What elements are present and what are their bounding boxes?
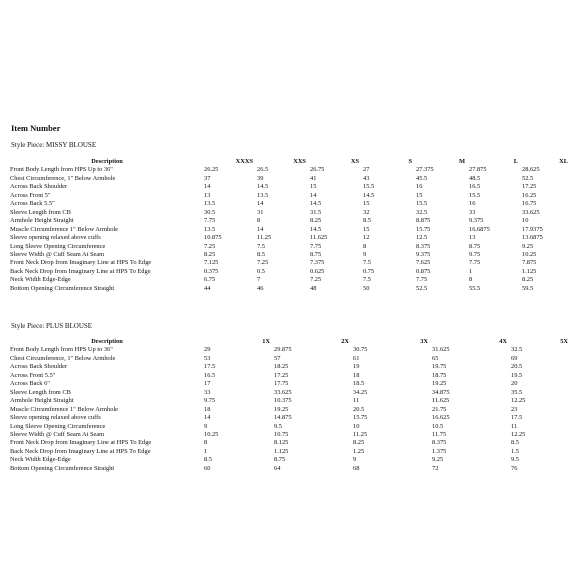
measurement-label: Armhole Height Straight: [10, 397, 74, 405]
measurement-value: 26.5: [257, 166, 269, 174]
measurement-value: 0.375: [204, 267, 219, 275]
measurement-value: 31: [257, 208, 264, 216]
measurement-value: 13.5: [204, 200, 216, 208]
measurement-value: 32.5: [416, 208, 428, 216]
measurement-value: 17.9375: [522, 225, 543, 233]
measurement-value: 34.875: [432, 388, 450, 396]
table-row: [10, 234, 568, 242]
plus-size-header: 3X: [420, 338, 428, 345]
measurement-value: 11.25: [353, 430, 368, 438]
measurement-value: 10: [522, 217, 529, 225]
measurement-value: 33.625: [522, 208, 540, 216]
table-row: [10, 389, 568, 397]
table-row: [10, 217, 568, 225]
measurement-value: 17.75: [274, 380, 289, 388]
measurement-value: 32: [363, 208, 370, 216]
table-row: [10, 448, 568, 456]
measurement-value: 27.875: [469, 166, 487, 174]
measurement-value: 50: [363, 284, 370, 292]
measurement-value: 19.25: [274, 405, 289, 413]
measurement-value: 69: [511, 354, 518, 362]
table-row: [10, 183, 568, 191]
measurement-value: 18.75: [432, 371, 447, 379]
missy-size-header: XXXS: [235, 158, 253, 165]
measurement-value: 15.75: [353, 414, 368, 422]
measurement-value: 33.625: [274, 388, 292, 396]
measurement-value: 39: [257, 174, 264, 182]
measurement-value: 19: [353, 363, 360, 371]
measurement-value: 37: [204, 174, 211, 182]
measurement-value: 7.5: [257, 242, 265, 250]
measurement-value: 14.5: [257, 183, 269, 191]
table-row: [10, 423, 568, 431]
measurement-value: 14.875: [274, 414, 292, 422]
measurement-label: Front Neck Drop from Imaginary Line at HPS To Edge: [10, 259, 152, 267]
measurement-value: 7.75: [204, 217, 216, 225]
measurement-label: Sleeve opening relaxed above cuffs: [10, 234, 101, 242]
measurement-value: 72: [432, 464, 439, 472]
measurement-value: 16.5: [204, 371, 216, 379]
measurement-value: 26.75: [310, 166, 325, 174]
measurement-value: 6.75: [204, 276, 216, 284]
missy-size-header: S: [408, 158, 412, 165]
measurement-value: 17.25: [274, 371, 289, 379]
measurement-value: 12.5: [416, 234, 428, 242]
measurement-value: 9: [353, 456, 357, 464]
measurement-value: 1: [204, 447, 208, 455]
measurement-value: 46: [257, 284, 264, 292]
measurement-value: 1.25: [353, 447, 365, 455]
measurement-value: 9.375: [416, 250, 431, 258]
measurement-value: 18.5: [353, 380, 365, 388]
measurement-value: 13.6875: [522, 234, 543, 242]
table-row: [10, 406, 568, 414]
measurement-value: 1.375: [432, 447, 447, 455]
measurement-value: 14.5: [363, 191, 375, 199]
measurement-value: 27: [363, 166, 370, 174]
measurement-value: 1: [469, 267, 473, 275]
measurement-value: 12: [363, 234, 370, 242]
measurement-value: 8.5: [204, 456, 212, 464]
measurement-value: 1.5: [511, 447, 519, 455]
table-row: [10, 363, 568, 371]
measurement-value: 1.125: [522, 267, 537, 275]
measurement-value: 10.875: [204, 234, 222, 242]
measurement-value: 15: [363, 200, 370, 208]
table-row: [10, 259, 568, 267]
measurement-value: 14.5: [310, 225, 322, 233]
measurement-value: 30.5: [204, 208, 216, 216]
measurement-value: 14: [257, 225, 264, 233]
table-row: [10, 276, 568, 284]
plus-description-header: Description: [91, 338, 123, 345]
measurement-value: 7.5: [363, 259, 371, 267]
measurement-value: 8: [363, 242, 367, 250]
measurement-value: 65: [432, 354, 439, 362]
table-row: [10, 431, 568, 439]
measurement-value: 8.375: [416, 242, 431, 250]
measurement-value: 53: [204, 354, 211, 362]
measurement-value: 18: [204, 405, 211, 413]
measurement-value: 8.5: [363, 217, 371, 225]
missy-size-header: M: [458, 158, 465, 165]
measurement-value: 11.625: [310, 234, 328, 242]
measurement-value: 14: [204, 414, 211, 422]
measurement-value: 15: [310, 183, 317, 191]
measurement-value: 8.25: [204, 250, 216, 258]
table-row: [10, 355, 568, 363]
measurement-value: 31.625: [432, 346, 450, 354]
measurement-value: 8.25: [310, 217, 322, 225]
measurement-label: Sleeve opening relaxed above cuffs: [10, 414, 101, 422]
measurement-value: 20.5: [353, 405, 365, 413]
measurement-value: 8.5: [257, 250, 265, 258]
measurement-value: 76: [511, 464, 518, 472]
measurement-value: 0.5: [257, 267, 265, 275]
table-row: [10, 251, 568, 259]
measurement-value: 34.25: [353, 388, 368, 396]
measurement-value: 16.75: [522, 200, 537, 208]
measurement-value: 7.75: [469, 259, 481, 267]
measurement-value: 8.125: [274, 439, 289, 447]
measurement-value: 10.75: [274, 430, 289, 438]
table-row: [10, 175, 568, 183]
measurement-value: 9.75: [469, 250, 481, 258]
measurement-value: 15.5: [469, 191, 481, 199]
measurement-value: 13.5: [257, 191, 269, 199]
measurement-value: 8: [204, 439, 208, 447]
measurement-label: Sleeve Width @ Cuff Seam At Seam: [10, 250, 105, 258]
measurement-value: 0.625: [310, 267, 325, 275]
measurement-value: 8: [469, 276, 473, 284]
measurement-value: 17.25: [522, 183, 537, 191]
measurement-value: 43: [363, 174, 370, 182]
measurement-value: 15: [416, 191, 423, 199]
measurement-value: 7.875: [522, 259, 537, 267]
measurement-value: 19.75: [432, 363, 447, 371]
plus-size-header: 4X: [499, 338, 507, 345]
measurement-value: 9: [204, 422, 208, 430]
measurement-value: 10.25: [522, 250, 537, 258]
measurement-value: 8.75: [469, 242, 481, 250]
missy-size-header: XXS: [293, 158, 306, 165]
plus-table-body: [10, 346, 568, 473]
plus-size-header: 5X: [560, 338, 568, 345]
measurement-value: 17: [204, 380, 211, 388]
measurement-value: 11.75: [432, 430, 447, 438]
measurement-value: 11.625: [432, 397, 450, 405]
measurement-value: 30.75: [353, 346, 368, 354]
measurement-value: 17.5: [204, 363, 216, 371]
measurement-label: Front Body Length from HPS Up to 36": [10, 166, 113, 174]
measurement-value: 20: [511, 380, 518, 388]
measurement-value: 29.875: [274, 346, 292, 354]
measurement-label: Sleeve Length from CB: [10, 388, 71, 396]
measurement-label: Muscle Circumference 1" Below Armhole: [10, 225, 119, 233]
plus-header-row: [10, 338, 568, 346]
measurement-label: Bottom Opening Circumference Straight: [10, 284, 115, 292]
measurement-value: 9.25: [522, 242, 534, 250]
measurement-label: Across Front 5": [10, 191, 51, 199]
measurement-value: 10: [353, 422, 360, 430]
measurement-value: 52.5: [416, 284, 428, 292]
table-row: [10, 414, 568, 422]
measurement-value: 23: [511, 405, 518, 413]
measurement-value: 21.75: [432, 405, 447, 413]
measurement-value: 33: [469, 208, 476, 216]
measurement-label: Chest Circumference, 1" Below Armhole: [10, 354, 116, 362]
table-row: [10, 372, 568, 380]
measurement-label: Across Back Shoulder: [10, 363, 68, 371]
measurement-value: 11: [511, 422, 518, 430]
measurement-value: 15.5: [363, 183, 375, 191]
measurement-value: 7.625: [416, 259, 431, 267]
measurement-label: Sleeve Width @ Cuff Seam At Seam: [10, 430, 105, 438]
table-row: [10, 456, 568, 464]
measurement-value: 7.375: [310, 259, 325, 267]
measurement-value: 16.625: [432, 414, 450, 422]
measurement-value: 14: [310, 191, 317, 199]
page-title: Item Number: [11, 123, 61, 133]
measurement-value: 7.25: [204, 242, 216, 250]
measurement-value: 9.375: [469, 217, 484, 225]
measurement-value: 28.625: [522, 166, 540, 174]
table-row: [10, 192, 568, 200]
measurement-label: Chest Circumference, 1" Below Armhole: [10, 174, 116, 182]
measurement-value: 8.25: [353, 439, 365, 447]
measurement-label: Muscle Circumference 1" Below Armhole: [10, 405, 119, 413]
measurement-value: 0.75: [363, 267, 375, 275]
measurement-value: 48: [310, 284, 317, 292]
measurement-value: 14: [204, 183, 211, 191]
missy-size-header: XS: [350, 158, 359, 165]
measurement-value: 41: [310, 174, 317, 182]
measurement-label: Neck Width Edge-Edge: [10, 276, 71, 284]
plus-size-header: 2X: [341, 338, 349, 345]
measurement-value: 48.5: [469, 174, 481, 182]
table-row: [10, 380, 568, 388]
measurement-value: 7.5: [363, 276, 371, 284]
measurement-value: 55.5: [469, 284, 481, 292]
measurement-value: 13: [204, 191, 211, 199]
measurement-value: 17.5: [511, 414, 523, 422]
table-row: [10, 397, 568, 405]
measurement-value: 32.5: [511, 346, 523, 354]
measurement-value: 7.25: [310, 276, 322, 284]
missy-size-header: XL: [559, 158, 568, 165]
table-row: [10, 285, 568, 293]
measurement-label: Across Back 6": [10, 380, 50, 388]
measurement-value: 9: [363, 250, 367, 258]
measurement-label: Front Body Length from HPS Up to 36": [10, 346, 113, 354]
measurement-value: 10.5: [432, 422, 444, 430]
measurement-value: 15.5: [416, 200, 428, 208]
measurement-value: 7.75: [416, 276, 428, 284]
measurement-value: 16.5: [469, 183, 481, 191]
measurement-label: Front Neck Drop from Imaginary Line at HPS To Edge: [10, 439, 152, 447]
table-row: [10, 243, 568, 251]
plus-size-table: [10, 338, 568, 473]
measurement-label: Across Back Shoulder: [10, 183, 68, 191]
table-row: [10, 226, 568, 234]
measurement-label: Sleeve Length from CB: [10, 208, 71, 216]
measurement-value: 8.375: [432, 439, 447, 447]
measurement-value: 19.5: [511, 371, 523, 379]
measurement-value: 18.25: [274, 363, 289, 371]
measurement-value: 11.25: [257, 234, 272, 242]
measurement-value: 60: [204, 464, 211, 472]
measurement-value: 7: [257, 276, 261, 284]
table-row: [10, 200, 568, 208]
measurement-value: 7.75: [310, 242, 322, 250]
missy-table-body: [10, 166, 568, 293]
measurement-value: 14: [257, 200, 264, 208]
measurement-value: 44: [204, 284, 211, 292]
measurement-value: 52.5: [522, 174, 534, 182]
measurement-value: 61: [353, 354, 360, 362]
measurement-value: 29: [204, 346, 211, 354]
missy-style-label: Style Piece: MISSY BLOUSE: [11, 141, 97, 149]
measurement-value: 1.125: [274, 447, 289, 455]
measurement-value: 12.25: [511, 430, 526, 438]
measurement-value: 8.875: [416, 217, 431, 225]
measurement-label: Across Front 5.5": [10, 371, 56, 379]
measurement-value: 8: [257, 217, 261, 225]
measurement-label: Armhole Height Straight: [10, 217, 74, 225]
measurement-value: 27.375: [416, 166, 434, 174]
measurement-value: 31.5: [310, 208, 322, 216]
measurement-value: 9.5: [511, 456, 519, 464]
measurement-value: 13: [469, 234, 476, 242]
measurement-value: 16: [469, 200, 476, 208]
plus-style-label: Style Piece: PLUS BLOUSE: [11, 322, 93, 330]
measurement-value: 59.5: [522, 284, 534, 292]
measurement-value: 19.25: [432, 380, 447, 388]
measurement-label: Long Sleeve Opening Circumference: [10, 422, 106, 430]
measurement-value: 16: [416, 183, 423, 191]
measurement-value: 26.25: [204, 166, 219, 174]
table-row: [10, 346, 568, 354]
measurement-value: 15: [363, 225, 370, 233]
measurement-value: 7.125: [204, 259, 219, 267]
measurement-value: 9.25: [432, 456, 444, 464]
measurement-label: Back Neck Drop from Imaginary Line at HPS To Edge: [10, 447, 151, 455]
measurement-value: 57: [274, 354, 281, 362]
table-row: [10, 465, 568, 473]
measurement-value: 14.5: [310, 200, 322, 208]
measurement-value: 20.5: [511, 363, 523, 371]
measurement-label: Back Neck Drop from Imaginary Line at HPS To Edge: [10, 267, 151, 275]
measurement-label: Neck Width Edge-Edge: [10, 456, 71, 464]
measurement-value: 0.875: [416, 267, 431, 275]
missy-size-table: [10, 158, 568, 293]
measurement-label: Bottom Opening Circumference Straight: [10, 464, 115, 472]
measurement-value: 13.5: [204, 225, 216, 233]
measurement-value: 16.6875: [469, 225, 490, 233]
measurement-label: Long Sleeve Opening Circumference: [10, 242, 106, 250]
measurement-value: 45.5: [416, 174, 428, 182]
measurement-value: 9.5: [274, 422, 282, 430]
measurement-value: 35.5: [511, 388, 523, 396]
measurement-value: 18: [353, 371, 360, 379]
measurement-value: 12.25: [511, 397, 526, 405]
measurement-label: Across Back 5.5": [10, 200, 55, 208]
missy-header-row: [10, 158, 568, 166]
measurement-value: 8.25: [522, 276, 534, 284]
measurement-value: 8.75: [310, 250, 322, 258]
measurement-value: 64: [274, 464, 281, 472]
missy-description-header: Description: [91, 158, 123, 165]
plus-size-header: 1X: [262, 338, 270, 345]
table-row: [10, 166, 568, 174]
measurement-value: 15.75: [416, 225, 431, 233]
table-row: [10, 209, 568, 217]
measurement-value: 7.25: [257, 259, 269, 267]
measurement-value: 16.25: [522, 191, 537, 199]
measurement-value: 8.5: [511, 439, 519, 447]
measurement-value: 9.75: [204, 397, 216, 405]
measurement-value: 33: [204, 388, 211, 396]
missy-size-header: L: [513, 158, 518, 165]
measurement-value: 68: [353, 464, 360, 472]
table-row: [10, 268, 568, 276]
measurement-value: 11: [353, 397, 360, 405]
measurement-value: 10.375: [274, 397, 292, 405]
measurement-value: 8.75: [274, 456, 286, 464]
measurement-value: 10.25: [204, 430, 219, 438]
table-row: [10, 439, 568, 447]
